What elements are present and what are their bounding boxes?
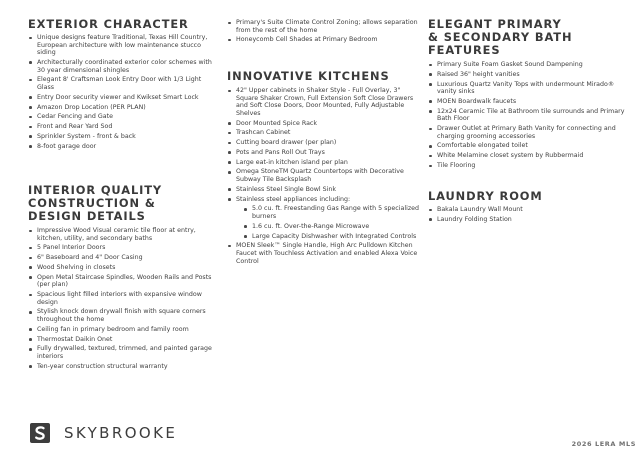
list-item: Stainless Steel Single Bowl Sink bbox=[227, 186, 420, 194]
climate-section bbox=[227, 19, 420, 46]
list-item: 6" Baseboard and 4" Door Casing bbox=[28, 254, 218, 262]
list-item: Open Metal Staircase Spindles, Wooden Rails and Posts (per plan) bbox=[28, 274, 218, 289]
list-sub-item: Large Capacity Dishwasher with Integrated Controls bbox=[227, 233, 420, 241]
interior-title bbox=[28, 184, 218, 223]
bath-title-line: & SECONDARY BATH bbox=[428, 30, 573, 44]
list-item: Sprinkler System - front & back bbox=[28, 133, 218, 141]
list-item: Ten-year construction structural warranty bbox=[28, 363, 218, 371]
brand-logo bbox=[28, 421, 177, 445]
list-item: 42" Upper cabinets in Shaker Style - Full Overlay, 3" Square Shaker Crown, Full Extension Soft Close Drawers and Soft Close Doors, Door Mounted, Fully Adjustable Shelves bbox=[227, 87, 420, 117]
laundry-list bbox=[428, 206, 628, 223]
list-item: MOEN Boardwalk faucets bbox=[428, 98, 628, 106]
list-item: Honeycomb Cell Shades at Primary Bedroom bbox=[227, 36, 420, 44]
list-item: MOEN Sleek™ Single Handle, High Arc Pulldown Kitchen Faucet with Touchless Activation and enabled Alexa Voice Control bbox=[227, 242, 420, 265]
list-item: Bakala Laundry Wall Mount bbox=[428, 206, 628, 214]
list-item: Front and Rear Yard Sod bbox=[28, 123, 218, 131]
bath-title-line: FEATURES bbox=[428, 43, 501, 57]
bath-title bbox=[428, 18, 628, 57]
interior-title-line: CONSTRUCTION & bbox=[28, 196, 156, 210]
list-item: Stylish knock down drywall finish with square corners throughout the home bbox=[28, 308, 218, 323]
list-item: Ceiling fan in primary bedroom and family room bbox=[28, 326, 218, 334]
list-item: 12x24 Ceramic Tile at Bathroom tile surrounds and Primary Bath Floor bbox=[428, 108, 628, 123]
skybrooke-logo-icon bbox=[28, 421, 52, 445]
list-item: Omega StoneTM Quartz Countertops with Decorative Subway Tile Backsplash bbox=[227, 168, 420, 183]
list-item: Entry Door security viewer and Kwikset Smart Lock bbox=[28, 94, 218, 102]
list-item: Architecturally coordinated exterior color schemes with 30 year dimensional shingles bbox=[28, 59, 218, 74]
list-item: White Melamine closet system by Rubbermaid bbox=[428, 152, 628, 160]
list-item: 5 Panel Interior Doors bbox=[28, 244, 218, 252]
interior-list bbox=[28, 227, 218, 370]
kitchens-title: INNOVATIVE KITCHENS bbox=[227, 69, 390, 83]
list-item: Amazon Drop Location (PER PLAN) bbox=[28, 104, 218, 112]
interior-title-line: DESIGN DETAILS bbox=[28, 209, 146, 223]
list-sub-item: 1.6 cu. ft. Over-the-Range Microwave bbox=[227, 223, 420, 231]
list-item: Impressive Wood Visual ceramic tile floor at entry, kitchen, utility, and secondary baths bbox=[28, 227, 218, 242]
list-item: Cutting board drawer (per plan) bbox=[227, 139, 420, 147]
list-item: Spacious light filled interiors with expansive window design bbox=[28, 291, 218, 306]
list-item: Pots and Pans Roll Out Trays bbox=[227, 149, 420, 157]
list-item: Primary Suite Foam Gasket Sound Dampening bbox=[428, 61, 628, 69]
bath-list bbox=[428, 61, 628, 170]
interior-section bbox=[28, 184, 218, 373]
list-item: Large eat-in kitchen island per plan bbox=[227, 159, 420, 167]
list-item: Stainless steel appliances including: bbox=[227, 196, 420, 204]
bath-title-line: ELEGANT PRIMARY bbox=[428, 17, 562, 31]
list-item: Luxurious Quartz Vanity Tops with undermount Mirado® vanity sinks bbox=[428, 81, 628, 96]
exterior-list bbox=[28, 34, 218, 150]
exterior-section bbox=[28, 18, 218, 152]
bath-section bbox=[428, 18, 628, 172]
list-item: Unique designs feature Traditional, Texas Hill Country, European architecture with low maintenance stucco siding bbox=[28, 34, 218, 57]
list-item: Thermostat Daikin Onet bbox=[28, 336, 218, 344]
list-item: Laundry Folding Station bbox=[428, 216, 628, 224]
laundry-title: LAUNDRY ROOM bbox=[428, 189, 543, 203]
laundry-section bbox=[428, 190, 628, 226]
kitchens-section bbox=[227, 70, 420, 267]
interior-title-line: INTERIOR QUALITY bbox=[28, 183, 163, 197]
list-item: Drawer Outlet at Primary Bath Vanity for connecting and charging grooming accessories bbox=[428, 125, 628, 140]
list-item: Raised 36" height vanities bbox=[428, 71, 628, 79]
list-item: Fully drywalled, textured, trimmed, and painted garage interiors bbox=[28, 345, 218, 360]
kitchens-list bbox=[227, 87, 420, 265]
list-item: Trashcan Cabinet bbox=[227, 129, 420, 137]
list-item: 8-foot garage door bbox=[28, 143, 218, 151]
list-item: Primary's Suite Climate Control Zoning; allows separation from the rest of the home bbox=[227, 19, 420, 34]
list-sub-item: 5.0 cu. ft. Freestanding Gas Range with 5 specialized burners bbox=[227, 205, 420, 220]
list-item: Door Mounted Spice Rack bbox=[227, 120, 420, 128]
list-item: Wood Shelving in closets bbox=[28, 264, 218, 272]
mls-watermark: 2026 LERA MLS bbox=[571, 440, 636, 448]
list-item: Comfortable elongated toilet bbox=[428, 142, 628, 150]
list-item: Tile Flooring bbox=[428, 162, 628, 170]
list-item: Cedar Fencing and Gate bbox=[28, 113, 218, 121]
climate-list bbox=[227, 19, 420, 44]
exterior-title: EXTERIOR CHARACTER bbox=[28, 17, 189, 31]
brand-name: SKYBROOKE bbox=[64, 424, 178, 442]
list-item: Elegant 8' Craftsman Look Entry Door with 1/3 Light Glass bbox=[28, 76, 218, 91]
